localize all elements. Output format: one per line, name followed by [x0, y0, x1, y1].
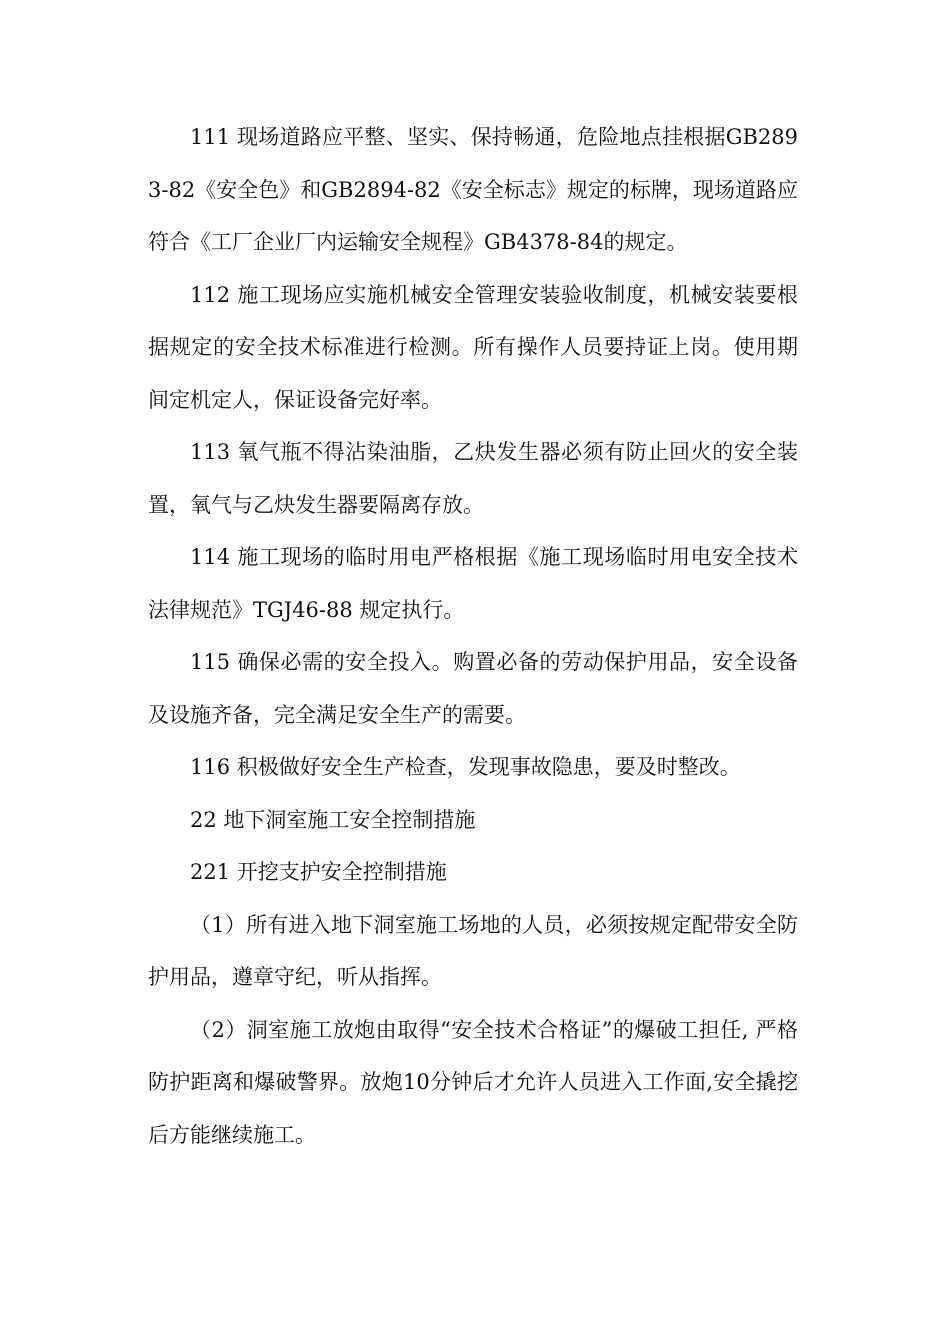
list-item-2: （2）洞室施工放炮由取得“安全技术合格证”的爆破工担任, 严格防护距离和爆破警界。放炮10分钟后才允许人员进入工作面,安全撬挖后方能继续施工。 [148, 1017, 798, 1147]
list-item-1: （1）所有进入地下洞室施工场地的人员，必须按规定配带安全防护用品，遵章守纪，听从指挥。 [148, 912, 798, 989]
section-heading-221: 221 开挖支护安全控制措施 [190, 860, 447, 884]
document-body [148, 111, 798, 1161]
paragraph-115: 115 确保必需的安全投入。购置必备的劳动保护用品，安全设备及设施齐备，完全满足安全生产的需要。 [148, 650, 798, 727]
paragraph-111: 111 现场道路应平整、坚实、保持畅通，危险地点挂根据GB2893-82《安全色》和GB2894-82《安全标志》规定的标牌，现场道路应符合《工厂企业厂内运输安全规程》GB4378-84的规定。 [148, 125, 798, 254]
paragraph-114: 114 施工现场的临时用电严格根据《施工现场临时用电安全技术法律规范》TGJ46-88 规定执行。 [148, 545, 798, 622]
paragraph-116: 116 积极做好安全生产检查，发现事故隐患，要及时整改。 [190, 755, 741, 779]
section-heading-22: 22 地下洞室施工安全控制措施 [190, 807, 476, 832]
paragraph-113: 113 氧气瓶不得沾染油脂，乙炔发生器必须有防止回火的安全装置，氧气与乙炔发生器要隔离存放。 [148, 440, 798, 517]
paragraph-112: 112 施工现场应实施机械安全管理安装验收制度，机械安装要根据规定的安全技术标准进行检测。所有操作人员要持证上岗。使用期间定机定人，保证设备完好率。 [148, 282, 798, 412]
